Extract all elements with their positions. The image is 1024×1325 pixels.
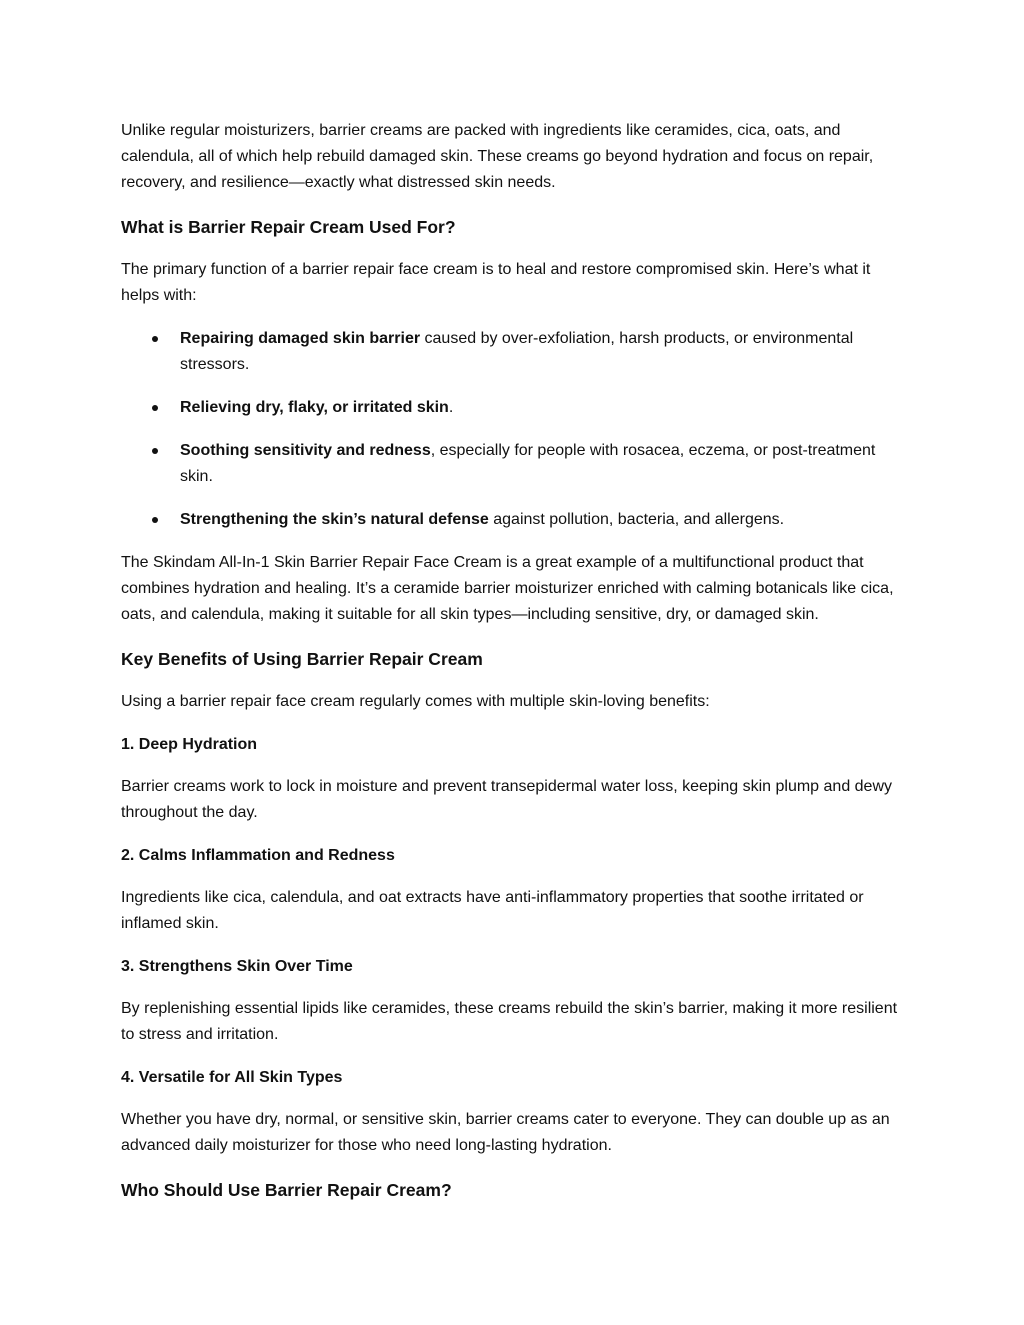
bullet-text: caused by over-exfoliation, harsh products, or environmental stressors.	[180, 330, 854, 373]
list-item	[121, 326, 911, 378]
list-item	[121, 395, 911, 421]
bullet-icon	[152, 517, 158, 523]
bullet-icon	[152, 405, 158, 411]
bullet-text: , especially for people with rosacea, eczema, or post-treatment skin.	[180, 442, 876, 485]
benefit-title: 1. Deep Hydration	[121, 736, 258, 753]
document-body	[121, 118, 911, 1220]
benefit-text: Barrier creams work to lock in moisture and prevent transepidermal water loss, keeping skin plump and dewy throughout the day.	[121, 778, 893, 821]
bullet-bold-text: Strengthening the skin’s natural defense	[180, 511, 489, 528]
benefit-text: By replenishing essential lipids like ceramides, these creams rebuild the skin’s barrier, making it more resilient to stress and irritation.	[121, 1000, 898, 1043]
bullet-bold-text: Relieving dry, flaky, or irritated skin	[180, 399, 449, 416]
bullet-bold-text: Repairing damaged skin barrier	[180, 330, 421, 347]
bullet-icon	[152, 448, 158, 454]
benefit-text: Whether you have dry, normal, or sensitive skin, barrier creams cater to everyone. They can double up as an advanced daily moisturizer for those who need long-lasting hydration.	[121, 1111, 890, 1154]
bullet-bold-text: Soothing sensitivity and redness	[180, 442, 431, 459]
benefit-title: 3. Strengthens Skin Over Time	[121, 958, 353, 975]
intro-paragraph: Unlike regular moisturizers, barrier creams are packed with ingredients like ceramides, cica, oats, and calendula, all of which help rebuild damaged skin. These creams go beyond hydration and focus on repair, recovery, and resilience—exactly what distressed skin needs.	[121, 122, 874, 191]
list-item	[121, 438, 911, 490]
bullet-text: against pollution, bacteria, and allergens.	[488, 511, 785, 528]
uses-intro-paragraph: The primary function of a barrier repair face cream is to heal and restore compromised skin. Here’s what it helps with:	[121, 261, 871, 304]
benefit-text: Ingredients like cica, calendula, and oat extracts have anti-inflammatory properties that soothe irritated or inflamed skin.	[121, 889, 864, 932]
benefits-intro-paragraph: Using a barrier repair face cream regularly comes with multiple skin-loving benefits:	[121, 693, 710, 710]
list-item	[121, 507, 911, 533]
section-heading-uses: What is Barrier Repair Cream Used For?	[121, 217, 456, 237]
section-heading-who-should-use: Who Should Use Barrier Repair Cream?	[121, 1180, 452, 1200]
uses-bullet-list	[121, 326, 911, 533]
product-example-paragraph: The Skindam All-In-1 Skin Barrier Repair Face Cream is a great example of a multifunctional product that combines hydration and healing. It’s a ceramide barrier moisturizer enriched with calming botanicals like cica, oats, and calendula, making it suitable for all skin types—including sensitive, dry, or damaged skin.	[121, 554, 894, 623]
bullet-text: .	[448, 399, 454, 416]
benefit-title: 4. Versatile for All Skin Types	[121, 1069, 343, 1086]
bullet-icon	[152, 336, 158, 342]
section-heading-benefits: Key Benefits of Using Barrier Repair Cream	[121, 649, 483, 669]
benefit-title: 2. Calms Inflammation and Redness	[121, 847, 395, 864]
